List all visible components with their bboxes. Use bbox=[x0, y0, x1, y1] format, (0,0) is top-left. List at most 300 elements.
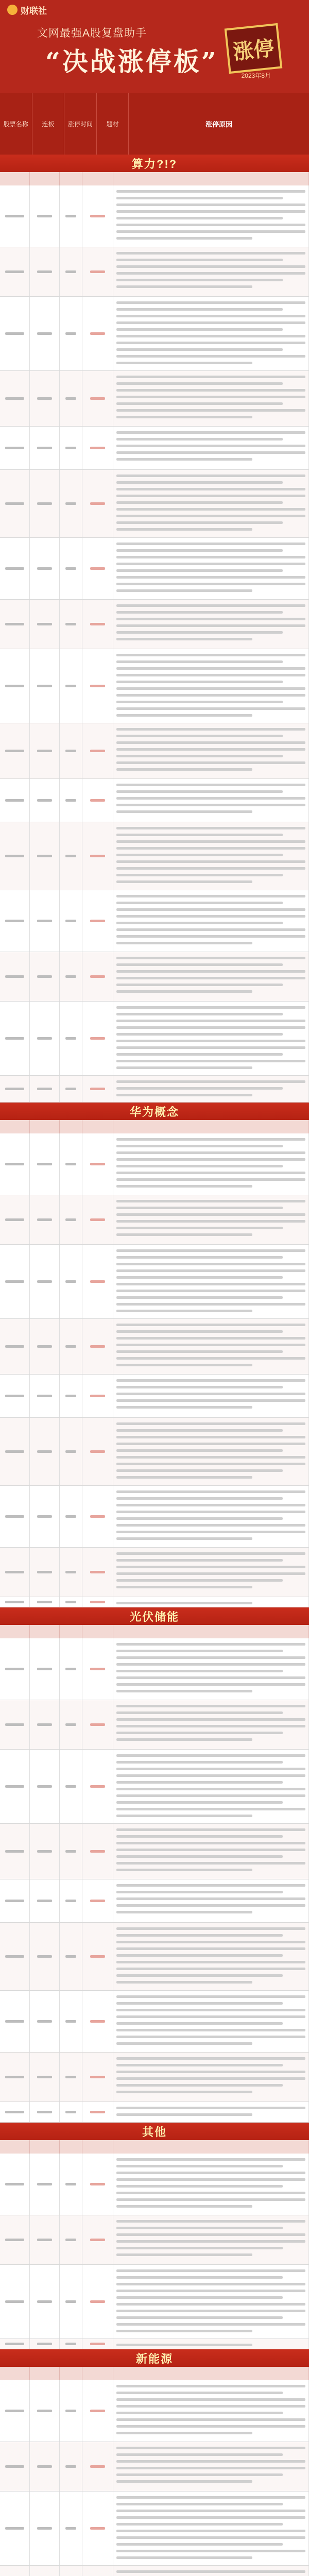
cell-reason bbox=[113, 427, 309, 469]
cell-theme bbox=[82, 2102, 113, 2122]
cell-stock bbox=[0, 1638, 30, 1700]
cell-time bbox=[60, 247, 82, 296]
table-row bbox=[0, 2492, 309, 2566]
table-row bbox=[0, 470, 309, 538]
text-line bbox=[116, 1357, 305, 1360]
table-row bbox=[0, 2442, 309, 2492]
table-row bbox=[0, 1597, 309, 1607]
text-line bbox=[37, 502, 52, 505]
text-line bbox=[116, 272, 305, 275]
text-line bbox=[65, 750, 77, 752]
text-line bbox=[37, 1037, 52, 1040]
cell-boards bbox=[30, 371, 60, 426]
col-boards: 连板 bbox=[32, 93, 65, 155]
cell-theme bbox=[82, 822, 113, 890]
text-line bbox=[116, 230, 305, 233]
text-line bbox=[116, 1303, 305, 1306]
section-other bbox=[0, 2123, 309, 2349]
cell-time bbox=[60, 1245, 82, 1318]
text-line bbox=[90, 1955, 106, 1958]
text-line bbox=[116, 1350, 283, 1353]
text-line bbox=[116, 2198, 305, 2201]
cell-theme bbox=[82, 1195, 113, 1244]
text-line bbox=[116, 2516, 305, 2519]
text-line bbox=[5, 2410, 24, 2412]
text-line bbox=[116, 402, 283, 405]
cell-stock bbox=[0, 2566, 30, 2576]
text-line bbox=[116, 1066, 252, 1069]
text-line bbox=[5, 1515, 24, 1518]
text-line bbox=[116, 1808, 305, 1810]
section-banner bbox=[0, 2123, 309, 2140]
text-line bbox=[116, 1781, 283, 1784]
cell-reason bbox=[113, 1375, 309, 1417]
cell-boards bbox=[30, 779, 60, 822]
text-line bbox=[116, 556, 305, 558]
cell-stock bbox=[0, 1133, 30, 1195]
text-line bbox=[116, 1586, 252, 1588]
table-row bbox=[0, 1824, 309, 1879]
text-line bbox=[116, 1026, 305, 1029]
text-line bbox=[65, 1601, 77, 1603]
cell-reason bbox=[113, 1548, 309, 1597]
text-line bbox=[116, 1290, 305, 1292]
header-banner bbox=[0, 0, 309, 155]
text-line bbox=[116, 1801, 283, 1804]
text-line bbox=[116, 1469, 283, 1472]
cell-time bbox=[60, 952, 82, 1001]
text-line bbox=[116, 1828, 305, 1831]
table-row bbox=[0, 1991, 309, 2053]
text-line bbox=[116, 285, 252, 288]
text-line bbox=[116, 1602, 252, 1604]
text-line bbox=[116, 1504, 305, 1506]
cell-boards bbox=[30, 1879, 60, 1922]
table-row bbox=[0, 1879, 309, 1923]
text-line bbox=[116, 1497, 283, 1500]
text-line bbox=[37, 2527, 52, 2530]
text-line bbox=[116, 1386, 283, 1388]
cell-time bbox=[60, 649, 82, 723]
cell-reason bbox=[113, 2339, 309, 2349]
cell-boards bbox=[30, 1597, 60, 1607]
text-line bbox=[116, 1476, 252, 1479]
text-line bbox=[116, 237, 252, 240]
cell-theme bbox=[82, 2265, 113, 2338]
text-line bbox=[90, 270, 106, 273]
text-line bbox=[116, 197, 283, 199]
text-line bbox=[116, 1060, 305, 1062]
cell-reason bbox=[113, 1824, 309, 1879]
table-row bbox=[0, 1375, 309, 1418]
text-line bbox=[116, 1310, 252, 1312]
section-column-header bbox=[0, 172, 309, 186]
text-line bbox=[116, 1449, 283, 1452]
text-line bbox=[116, 755, 283, 757]
text-line bbox=[116, 761, 305, 764]
cell-theme bbox=[82, 1076, 113, 1102]
text-line bbox=[65, 215, 77, 217]
section-banner bbox=[0, 155, 309, 172]
text-line bbox=[90, 2343, 106, 2345]
cell-stock bbox=[0, 427, 30, 469]
text-line bbox=[116, 707, 305, 710]
cell-time bbox=[60, 371, 82, 426]
text-line bbox=[116, 1947, 305, 1950]
text-line bbox=[116, 2178, 305, 2181]
cell-time bbox=[60, 1548, 82, 1597]
cell-theme bbox=[82, 1597, 113, 1607]
text-line bbox=[5, 1850, 24, 1853]
table-row bbox=[0, 649, 309, 723]
text-line bbox=[116, 2344, 252, 2346]
text-line bbox=[116, 1087, 283, 1090]
text-line bbox=[116, 1663, 305, 1666]
table-row bbox=[0, 1245, 309, 1319]
col-stock: 股票名称 bbox=[0, 93, 32, 155]
text-line bbox=[116, 977, 305, 979]
text-line bbox=[116, 1283, 305, 1285]
cell-reason bbox=[113, 2053, 309, 2102]
cell-time bbox=[60, 1486, 82, 1547]
text-line bbox=[5, 270, 24, 273]
text-line bbox=[37, 2239, 52, 2241]
text-line bbox=[5, 1723, 24, 1726]
text-line bbox=[116, 1324, 305, 1326]
text-line bbox=[116, 1981, 252, 1984]
text-line bbox=[116, 217, 283, 219]
cell-time bbox=[60, 2154, 82, 2215]
text-line bbox=[116, 2091, 252, 2093]
cell-stock bbox=[0, 538, 30, 599]
text-line bbox=[116, 1754, 305, 1757]
cell-boards bbox=[30, 1824, 60, 1879]
text-line bbox=[90, 2111, 106, 2113]
text-line bbox=[116, 2253, 252, 2256]
text-line bbox=[116, 2015, 305, 2018]
cell-reason bbox=[113, 2442, 309, 2491]
text-line bbox=[116, 1579, 283, 1582]
cell-stock bbox=[0, 1824, 30, 1879]
cell-boards bbox=[30, 952, 60, 1001]
text-line bbox=[5, 2020, 24, 2023]
text-line bbox=[116, 860, 305, 863]
banner-subtitle: 文网最强A股复盘助手 bbox=[37, 27, 147, 39]
text-line bbox=[37, 750, 52, 752]
text-line bbox=[116, 2530, 305, 2532]
text-line bbox=[65, 270, 77, 273]
text-line bbox=[116, 1249, 305, 1252]
text-line bbox=[116, 2084, 283, 2087]
cell-boards bbox=[30, 247, 60, 296]
text-line bbox=[116, 1213, 305, 1216]
table-row bbox=[0, 2053, 309, 2102]
text-line bbox=[116, 1443, 305, 1445]
table-row bbox=[0, 2265, 309, 2339]
cell-theme bbox=[82, 2053, 113, 2102]
cell-stock bbox=[0, 1076, 30, 1102]
section-suanli bbox=[0, 155, 309, 1103]
text-line bbox=[116, 660, 283, 663]
text-line bbox=[5, 2465, 24, 2468]
text-line bbox=[116, 654, 305, 656]
text-line bbox=[5, 2239, 24, 2241]
cell-boards bbox=[30, 1076, 60, 1102]
text-line bbox=[116, 1559, 283, 1562]
text-line bbox=[116, 543, 305, 545]
text-line bbox=[116, 1732, 283, 1734]
table-row bbox=[0, 2102, 309, 2123]
text-line bbox=[65, 623, 77, 625]
banner-badge-text: 涨停 bbox=[232, 36, 276, 64]
cell-theme bbox=[82, 2154, 113, 2215]
text-line bbox=[90, 1395, 106, 1397]
text-line bbox=[65, 2239, 77, 2241]
text-line bbox=[116, 2467, 305, 2469]
text-line bbox=[116, 583, 305, 585]
table-row bbox=[0, 890, 309, 952]
text-line bbox=[116, 2283, 305, 2285]
text-line bbox=[116, 396, 305, 398]
cell-boards bbox=[30, 1195, 60, 1244]
cell-reason bbox=[113, 1195, 309, 1244]
text-line bbox=[116, 1815, 252, 1817]
text-line bbox=[116, 1200, 305, 1202]
text-line bbox=[116, 342, 305, 344]
text-line bbox=[37, 685, 52, 687]
text-line bbox=[90, 502, 106, 505]
text-line bbox=[116, 1296, 283, 1299]
section-column-header bbox=[0, 2140, 309, 2154]
cell-time bbox=[60, 1195, 82, 1244]
text-line bbox=[116, 1040, 305, 1042]
text-line bbox=[37, 1785, 52, 1788]
table-row bbox=[0, 2339, 309, 2349]
text-line bbox=[116, 2303, 305, 2306]
text-line bbox=[116, 1656, 305, 1659]
cell-stock bbox=[0, 1700, 30, 1749]
cell-time bbox=[60, 427, 82, 469]
text-line bbox=[116, 589, 252, 592]
text-line bbox=[65, 2343, 77, 2345]
text-line bbox=[37, 2343, 52, 2345]
cell-reason bbox=[113, 470, 309, 537]
text-line bbox=[116, 2240, 305, 2243]
text-line bbox=[116, 867, 305, 870]
text-line bbox=[116, 674, 305, 676]
text-line bbox=[90, 1345, 106, 1348]
text-line bbox=[116, 1033, 283, 1036]
cell-theme bbox=[82, 2380, 113, 2442]
cell-stock bbox=[0, 952, 30, 1001]
text-line bbox=[116, 915, 305, 918]
text-line bbox=[116, 2036, 305, 2038]
text-line bbox=[116, 2412, 283, 2414]
text-line bbox=[90, 1668, 106, 1670]
cell-boards bbox=[30, 427, 60, 469]
text-line bbox=[116, 990, 252, 993]
text-line bbox=[116, 1429, 283, 1432]
text-line bbox=[5, 1571, 24, 1573]
text-line bbox=[116, 638, 252, 640]
text-line bbox=[116, 1794, 305, 1797]
text-line bbox=[116, 1842, 305, 1844]
section-banner bbox=[0, 2349, 309, 2367]
text-line bbox=[90, 567, 106, 570]
text-line bbox=[5, 1450, 24, 1453]
text-line bbox=[116, 576, 305, 579]
text-line bbox=[116, 902, 283, 904]
cell-reason bbox=[113, 1245, 309, 1318]
text-line bbox=[116, 840, 305, 843]
cell-stock bbox=[0, 1548, 30, 1597]
text-line bbox=[116, 210, 305, 213]
banner-title: “决战涨停板” bbox=[45, 46, 218, 77]
cell-theme bbox=[82, 1375, 113, 1417]
cell-boards bbox=[30, 2380, 60, 2442]
text-line bbox=[116, 1379, 305, 1382]
cell-time bbox=[60, 1824, 82, 1879]
cell-reason bbox=[113, 1486, 309, 1547]
text-line bbox=[116, 2460, 305, 2463]
text-line bbox=[116, 2432, 252, 2434]
text-line bbox=[116, 2227, 283, 2229]
text-line bbox=[116, 355, 305, 358]
text-line bbox=[5, 799, 24, 802]
text-line bbox=[5, 1218, 24, 1221]
text-line bbox=[37, 1668, 52, 1670]
cell-boards bbox=[30, 470, 60, 537]
text-line bbox=[37, 623, 52, 625]
text-line bbox=[37, 567, 52, 570]
text-line bbox=[37, 447, 52, 449]
text-line bbox=[116, 984, 283, 986]
text-line bbox=[90, 1723, 106, 1726]
text-line bbox=[116, 2042, 252, 2045]
table-row bbox=[0, 297, 309, 371]
text-line bbox=[116, 687, 305, 690]
text-line bbox=[37, 1345, 52, 1348]
text-line bbox=[37, 1850, 52, 1853]
text-line bbox=[116, 2064, 283, 2066]
cell-reason bbox=[113, 538, 309, 599]
text-line bbox=[116, 451, 305, 454]
cell-theme bbox=[82, 2492, 113, 2565]
text-line bbox=[116, 1220, 305, 1223]
text-line bbox=[116, 2510, 305, 2512]
banner-date: 2023年8月 bbox=[241, 72, 271, 79]
cell-boards bbox=[30, 822, 60, 890]
text-line bbox=[37, 1955, 52, 1958]
text-line bbox=[116, 827, 305, 829]
cell-stock bbox=[0, 2265, 30, 2338]
text-line bbox=[116, 2405, 305, 2408]
cell-boards bbox=[30, 2442, 60, 2491]
text-line bbox=[90, 1900, 106, 1902]
cell-theme bbox=[82, 649, 113, 723]
text-line bbox=[116, 714, 252, 717]
cell-time bbox=[60, 538, 82, 599]
text-line bbox=[90, 799, 106, 802]
table-row bbox=[0, 1548, 309, 1597]
section-xinnengyuan bbox=[0, 2349, 309, 2576]
text-line bbox=[116, 1643, 305, 1646]
cell-boards bbox=[30, 1002, 60, 1075]
text-line bbox=[90, 2183, 106, 2185]
text-line bbox=[90, 1218, 106, 1221]
cell-reason bbox=[113, 1700, 309, 1749]
text-line bbox=[116, 328, 283, 331]
cell-theme bbox=[82, 2566, 113, 2576]
text-line bbox=[116, 2543, 283, 2546]
text-line bbox=[116, 1537, 252, 1540]
text-line bbox=[5, 623, 24, 625]
cell-theme bbox=[82, 723, 113, 778]
text-line bbox=[90, 685, 106, 687]
text-line bbox=[116, 416, 252, 418]
text-line bbox=[37, 1900, 52, 1902]
text-line bbox=[116, 2556, 252, 2559]
table-row bbox=[0, 247, 309, 297]
cell-time bbox=[60, 2053, 82, 2102]
cell-reason bbox=[113, 2492, 309, 2565]
text-line bbox=[65, 1088, 77, 1090]
cell-time bbox=[60, 779, 82, 822]
text-line bbox=[116, 1884, 305, 1887]
text-line bbox=[90, 855, 106, 857]
brand-bar bbox=[0, 0, 309, 20]
text-line bbox=[5, 1395, 24, 1397]
text-line bbox=[5, 750, 24, 752]
text-line bbox=[5, 1088, 24, 1090]
cell-theme bbox=[82, 1750, 113, 1823]
cell-boards bbox=[30, 2566, 60, 2576]
text-line bbox=[5, 397, 24, 400]
text-line bbox=[116, 1552, 305, 1555]
cell-reason bbox=[113, 297, 309, 370]
text-line bbox=[116, 265, 305, 268]
text-line bbox=[90, 215, 106, 217]
text-line bbox=[65, 397, 77, 400]
text-line bbox=[37, 855, 52, 857]
text-line bbox=[116, 2392, 283, 2394]
cell-stock bbox=[0, 890, 30, 952]
text-line bbox=[116, 928, 305, 931]
text-line bbox=[65, 1450, 77, 1453]
cell-stock bbox=[0, 1879, 30, 1922]
cell-boards bbox=[30, 185, 60, 247]
cell-boards bbox=[30, 2339, 60, 2349]
table-row bbox=[0, 1418, 309, 1486]
text-line bbox=[90, 2527, 106, 2530]
text-line bbox=[116, 445, 305, 447]
text-line bbox=[116, 1862, 305, 1865]
text-line bbox=[116, 1683, 305, 1686]
text-line bbox=[116, 1849, 305, 1851]
text-line bbox=[5, 2111, 24, 2113]
cell-time bbox=[60, 297, 82, 370]
cell-reason bbox=[113, 1923, 309, 1990]
cell-stock bbox=[0, 1418, 30, 1485]
cell-reason bbox=[113, 1991, 309, 2052]
text-line bbox=[65, 1037, 77, 1040]
cell-time bbox=[60, 2215, 82, 2264]
text-line bbox=[5, 1601, 24, 1603]
cell-time bbox=[60, 1133, 82, 1195]
text-line bbox=[116, 1406, 252, 1409]
cell-reason bbox=[113, 2102, 309, 2122]
text-line bbox=[116, 259, 283, 261]
